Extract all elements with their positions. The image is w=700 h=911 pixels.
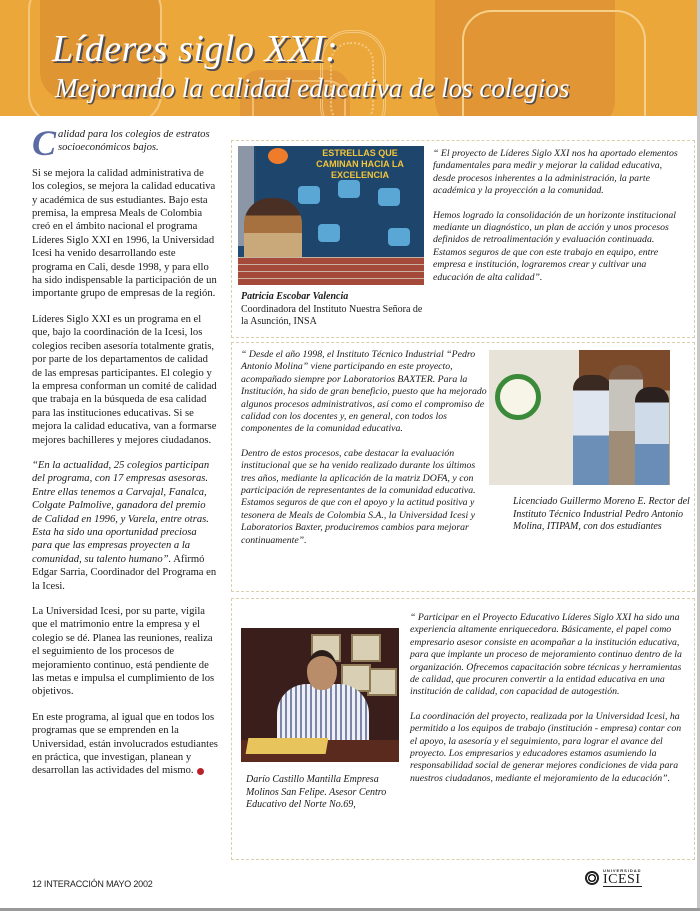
article-quote-paragraph xyxy=(32,459,218,593)
header-banner xyxy=(0,0,700,116)
quote-attribution: Afirmó Edgar Sarria, Coordinador del Programa en la Icesi. xyxy=(32,553,217,592)
person xyxy=(635,387,669,485)
testimonial-quote xyxy=(241,349,491,559)
caption-role: Coordinadora del Instituto Nuestra Señora de la Asunción, INSA xyxy=(241,303,423,327)
page-subtitle: Mejorando la calidad educativa de los colegios xyxy=(55,73,570,103)
article-paragraph: La Universidad Icesi, por su parte, vigila que el matrimonio entre la empresa y el colegio se dé. Planea las reuniones, realiza el seguimiento de los procesos de mejoramiento continuo, está pendiente de las metas e impulsa el cumplimiento de los objetivos. xyxy=(32,606,215,698)
testimonial-photo xyxy=(489,350,670,485)
person xyxy=(573,375,611,485)
page-title: Líderes siglo XXI: xyxy=(52,28,339,70)
board-star xyxy=(388,228,410,246)
board-star xyxy=(318,224,340,242)
board-star xyxy=(298,186,320,204)
lead-text: alidad para los colegios de estratos socioeconómicos bajos. xyxy=(58,129,210,154)
quote-paragraph: La coordinación del proyecto, realizada por la Universidad Icesi, ha permitido a los equipos de trabajo (institución - empresa) contar con el apoyo, la asesoría y el seguimiento, para lograr el avance del proyecto. Los empresarios y educadores estamos asumiendo la responsabilidad social de generar mejores condiciones de vida para nuestros ciudadanos, mediante el mejoramiento de la educación”. xyxy=(410,710,682,784)
board-sign: ESTRELLAS QUE CAMINAN HACIA LA EXCELENCIA xyxy=(316,148,404,180)
school-emblem xyxy=(495,374,541,420)
wall-frame xyxy=(351,634,381,662)
university-seal-icon xyxy=(585,871,599,885)
article-closing xyxy=(32,711,218,778)
logo-top-text: UNIVERSIDAD xyxy=(603,868,642,873)
caption-name: Patricia Escobar Valencia xyxy=(241,291,349,302)
person-head xyxy=(307,650,337,690)
article-lead xyxy=(32,123,218,163)
wall-frame xyxy=(367,668,397,696)
quote-paragraph: “ El proyecto de Líderes Siglo XXI nos ha aportado elementos fundamentales para medir y mejorar la calidad educativa, desde procesos inherentes a la administración, la parte académica y la proyección a la comunidad. xyxy=(433,148,678,197)
quote-paragraph: “ Desde el año 1998, el Instituto Técnico Industrial “Pedro Antonio Molina” viene participando en este proyecto, acompañado siempre por Laboratorios BAXTER. Para la Institución, ha sido de gran beneficio, puesto que ha mejorado algunos procesos administrativos, así como el compromiso de calidad con los docentes y, en general, con todos los componentes de la comunidad educativa. xyxy=(241,349,487,435)
article-quote: “En la actualidad, 25 colegios participan del programa, con 17 empresas asesoras. Entre ellas tenemos a Carvajal, Fanalca, Colgate Palmolive, ganadora del premio de Calidad en 1996, y Varela, entre otras. Esta ha sido una oportunidad preciosa para que las empresas proyecten a la comunidad, su talento humano”. xyxy=(32,459,210,565)
article-paragraph: Líderes Siglo XXI es un programa en el que, bajo la coordinación de la Icesi, los colegios reciben asesoría totalmente gratis, por parte de los departamentos de calidad de las empresas participantes. El colegio y la empresa conforman un comité de calidad que trabaja en la búsqueda de esa calidad para las instituciones educativas. Si se mejora la calidad educativa, van a formarse mejores bachilleres y mejores ciudadanos. xyxy=(32,313,217,446)
quote-paragraph: Dentro de estos procesos, cabe destacar la evaluación institucional que se ha venido realizado durante los últimos tres años, mediante la aplicación de la matriz DOFA, y con participación de representantes de la comunidad educativa. Estamos seguros de que con el apoyo y la actitud positiva y tesonera de Meals de Colombia S.A., la Universidad Icesi y Laboratorios Baxter, produciremos cambios para mejorar continuamente”. xyxy=(241,447,476,546)
quote-paragraph: Hemos logrado la consolidación de un horizonte institucional mediante un diagnóstico, un plan de acción y unos procesos definidos de retroalimentación y evaluación continuada. Estamos seguros de que con este trabajo en equipo, entre empresa e institución, lograremos crear y cultivar una educación de alta calidad”. xyxy=(433,209,677,283)
board-star xyxy=(378,188,400,206)
photo-caption: Licenciado Guillermo Moreno E. Rector del Instituto Técnico Industrial Pedro Antonio Molina, ITIPAM, con dos estudiantes xyxy=(513,496,690,532)
testimonial-quote xyxy=(433,148,685,296)
closing-text: En este programa, al igual que en todos los programas que se emprenden en la Universidad, están involucrados estudiantes en práctica, que investigan, planean y desarrollan las actividades del mismo. xyxy=(32,711,218,777)
wall xyxy=(489,350,579,485)
icesi-logo xyxy=(585,868,642,887)
logo-name: ICESI xyxy=(603,872,641,887)
article-body xyxy=(32,123,218,790)
drop-cap: C xyxy=(32,123,57,163)
photo-caption xyxy=(241,291,427,329)
decoration xyxy=(268,148,288,164)
end-of-article-icon xyxy=(197,768,204,775)
folder xyxy=(246,738,329,754)
testimonial-photo xyxy=(238,146,424,285)
brick-wall xyxy=(238,257,424,285)
testimonial-quote xyxy=(410,612,688,797)
article-paragraph: Si se mejora la calidad administrativa de los colegios, se mejora la calidad educativa y académica de sus estudiantes. Bajo esta premisa, la empresa Meals de Colombia creó en el ámbito nacional el programa Líderes Siglo XXI en 1996, la Universidad Icesi ha venido desarrollando este programa en Cali, desde 1998, y para ello ha sido indispensable la participación de un importante grupo de empresas de la región. xyxy=(32,167,217,300)
page-folio: 12 INTERACCIÓN MAYO 2002 xyxy=(32,879,153,889)
testimonial-photo xyxy=(241,628,399,762)
board-star xyxy=(338,180,360,198)
quote-paragraph: “ Participar en el Proyecto Educativo Líderes Siglo XXI ha sido una experiencia altamente enriquecedora. Básicamente, el papel como empresario asesor consiste en acompañar a la institución educativa, para que implante un proceso de mejoramiento continuo dentro de la organización. Ofrecemos capacitación sobre técnicas y herramientas de calidad, que procuren convertir a la entidad educativa en una institución de calidad, con capacidad de autogestión. xyxy=(410,612,682,698)
photo-caption: Darío Castillo Mantilla Empresa Molinos San Felipe. Asesor Centro Educativo del Norte No.69, xyxy=(246,774,387,810)
